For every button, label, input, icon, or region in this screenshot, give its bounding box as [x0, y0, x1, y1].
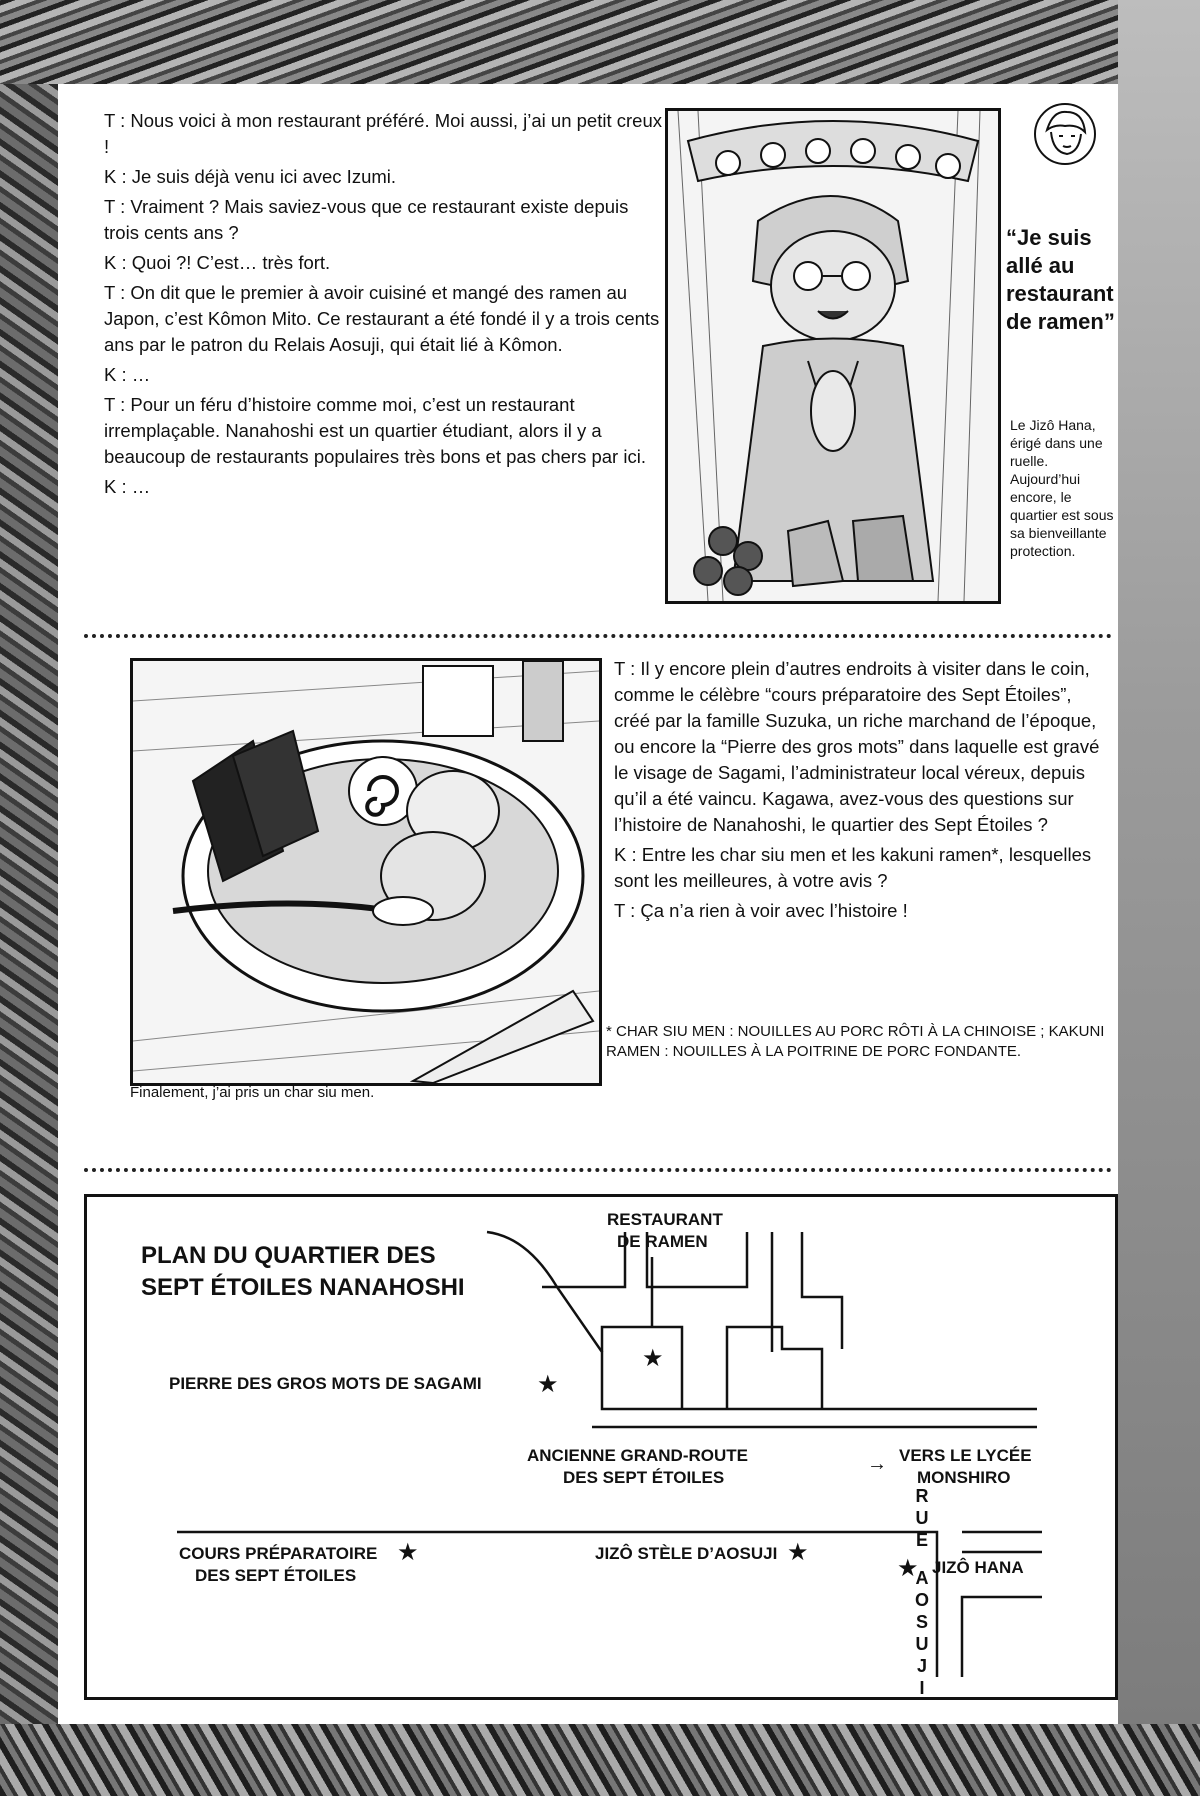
jizo-caption: Le Jizô Hana, érigé dans une ruelle. Aujourd’hui encore, le quartier est sous sa bienveillante protection. [1010, 417, 1114, 559]
dialogue-top [104, 108, 664, 504]
ramen-drawing [133, 661, 599, 1083]
district-map [84, 1194, 1118, 1700]
dialogue-line: T : Nous voici à mon restaurant préféré. Moi aussi, j’ai un petit creux ! [104, 110, 662, 157]
jizo-drawing [668, 111, 998, 601]
author-portrait-icon [1033, 102, 1097, 166]
ramen-caption: Finalement, j’ai pris un char siu men. [130, 1084, 375, 1101]
label-cours-line1: COURS PRÉPARATOIRE [179, 1544, 378, 1563]
dialogue-line: T : Vraiment ? Mais saviez-vous que ce restaurant existe depuis trois cents ans ? [104, 196, 629, 243]
map-title-line2: SEPT ÉTOILES NANAHOSHI [141, 1274, 465, 1301]
label-restaurant-line2: DE RAMEN [617, 1232, 708, 1251]
background-right-strip [1118, 0, 1200, 1796]
label-lycee-line1: VERS LE LYCÉE [899, 1446, 1032, 1465]
ramen-illustration [130, 658, 602, 1086]
label-pierre: PIERRE DES GROS MOTS DE SAGAMI [169, 1374, 482, 1393]
stele-star-icon: ★ [787, 1539, 809, 1566]
label-cours-line2: DES SEPT ÉTOILES [195, 1566, 357, 1585]
hana-star-icon: ★ [897, 1555, 919, 1582]
dialogue-line: K : Je suis déjà venu ici avec Izumi. [104, 166, 397, 187]
rue-letter: R [915, 1486, 929, 1506]
rue-letter: J [916, 1656, 927, 1676]
label-route-line1: ANCIENNE GRAND-ROUTE [527, 1446, 748, 1465]
label-hana: JIZÔ HANA [932, 1558, 1024, 1577]
page-sheet [58, 84, 1118, 1724]
quote-title: “Je suis allé au restaurant de ramen” [1006, 225, 1115, 334]
label-restaurant-line1: RESTAURANT [607, 1210, 723, 1229]
label-lycee-line2: MONSHIRO [917, 1468, 1011, 1487]
rue-letter: S [915, 1612, 928, 1632]
dialogue-line: K : Entre les char siu men et les kakuni ramen*, lesquelles sont les meilleures, à votre avis ? [614, 844, 1092, 891]
dialogue-line: K : Quoi ?! C’est… très fort. [104, 252, 331, 273]
rue-letter: A [915, 1568, 929, 1588]
dialogue-line: T : On dit que le premier à avoir cuisiné et mangé des ramen au Japon, c’est Kômon Mito. Ce restaurant a été fondé il y a trois cents ans par le patron du Relais Aosuji, qui était lié à Kômon. [104, 282, 660, 355]
footnote: * CHAR SIU MEN : NOUILLES AU PORC RÔTI À LA CHINOISE ; KAKUNI RAMEN : NOUILLES À LA POITRINE DE PORC FONDANTE. [606, 1023, 1105, 1060]
pierre-star-icon: ★ [537, 1371, 559, 1398]
label-route-line2: DES SEPT ÉTOILES [563, 1468, 725, 1487]
dotted-divider [84, 1168, 1112, 1172]
label-stele: JIZÔ STÈLE D’AOSUJI [595, 1544, 778, 1563]
background-bottom-strip [0, 1724, 1200, 1796]
restaurant-star-icon: ★ [642, 1345, 664, 1372]
dialogue-line: T : Pour un féru d’histoire comme moi, c’est un restaurant irremplaçable. Nanahoshi est un quartier étudiant, alors il y a beaucoup de restaurants populaires très bons et pas chers par ici. [104, 394, 646, 467]
rue-letter: U [915, 1634, 929, 1654]
map-title-line1: PLAN DU QUARTIER DES [141, 1242, 436, 1269]
dotted-divider [84, 634, 1112, 638]
cours-star-icon: ★ [397, 1539, 419, 1566]
label-rue-aosuji [911, 1485, 933, 1699]
dialogue-middle [614, 656, 1104, 928]
rue-letter: O [914, 1590, 929, 1610]
background-top-strip [0, 0, 1200, 84]
rue-letter: E [915, 1530, 928, 1550]
dialogue-line: K : … [104, 476, 151, 497]
dialogue-line: K : … [104, 364, 151, 385]
dialogue-line: T : Ça n’a rien à voir avec l’histoire ! [614, 900, 908, 921]
jizo-illustration [665, 108, 1001, 604]
rue-letter: I [919, 1678, 925, 1698]
dialogue-line: T : Il y encore plein d’autres endroits à visiter dans le coin, comme le célèbre “cours préparatoire des Sept Étoiles”, créé par la famille Suzuka, un riche marchand de l’époque, ou encore la “Pierre des gros mots” dans laquelle est gravé le visage de Sagami, l’administrateur local véreux, depuis qu’il a été vaincu. Kagawa, avez-vous des questions sur l’histoire de Nanahoshi, le quartier des Sept Étoiles ? [614, 658, 1100, 835]
rue-letter: U [915, 1508, 929, 1528]
arrow-icon: → [867, 1453, 887, 1475]
